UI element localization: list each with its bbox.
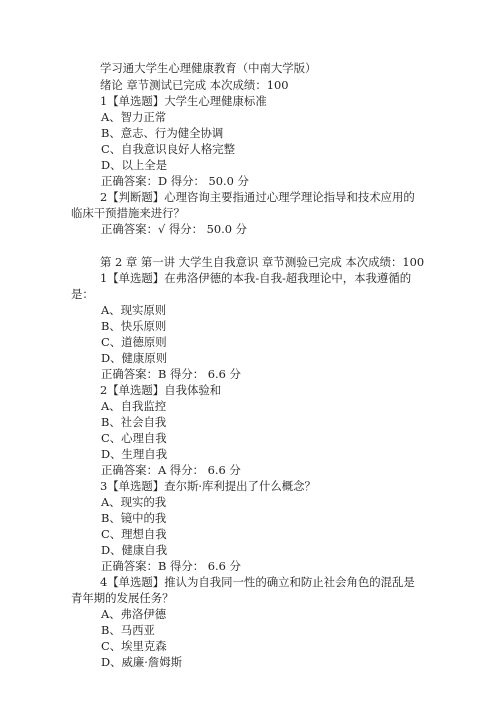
option-c: C、埃里克森: [101, 639, 167, 653]
option-d: D、健康自我: [101, 543, 168, 557]
option-b: B、快乐原则: [101, 319, 167, 333]
option-c: C、道德原则: [101, 335, 167, 349]
option-a: A、现实原则: [101, 303, 167, 317]
option-a: A、现实的我: [101, 495, 167, 509]
option-b: B、社会自我: [101, 415, 167, 429]
section-header-chapter2: 第 2 章 第一讲 大学生自我意识 章节测验已完成 本次成绩：100: [100, 255, 425, 269]
option-a: A、自我监控: [101, 399, 167, 413]
option-a: A、弗洛伊德: [101, 607, 167, 621]
option-d: D、生理自我: [101, 447, 168, 461]
question-stem: 4【单选题】推认为自我同一性的确立和防止社会角色的混乱是: [100, 575, 415, 589]
question-stem: 2【判断题】心理咨询主要指通过心理学理论指导和技术应用的: [100, 190, 415, 204]
option-a: A、智力正常: [101, 110, 167, 124]
option-c: C、自我意识良好人格完整: [101, 142, 236, 156]
question-stem-continued: 临床干预措施来进行？: [71, 206, 185, 220]
option-d: D、以上全是: [101, 158, 168, 172]
question-stem-continued: 青年期的发展任务？: [71, 591, 174, 605]
question-stem: 1【单选题】大学生心理健康标准: [100, 94, 267, 108]
answer-line: 正确答案：D 得分： 50.0 分: [101, 174, 249, 188]
question-stem: 2【单选题】自我体验和: [100, 383, 222, 397]
option-b: B、意志、行为健全协调: [101, 126, 224, 140]
question-stem-continued: 是：: [71, 287, 94, 301]
answer-line: 正确答案：√ 得分： 50.0 分: [101, 222, 247, 236]
question-stem: 3【单选题】查尔斯·库利提出了什么概念？: [100, 479, 316, 493]
answer-line: 正确答案：A 得分： 6.6 分: [101, 463, 241, 477]
option-b: B、马西亚: [101, 623, 155, 637]
question-stem: 1【单选题】在弗洛伊德的本我-自我-超我理论中，本我遵循的: [100, 271, 412, 285]
section-header-intro: 绪论 章节测试已完成 本次成绩：100: [100, 78, 289, 92]
option-c: C、理想自我: [101, 527, 167, 541]
option-b: B、镜中的我: [101, 511, 167, 525]
option-d: D、威廉·詹姆斯: [101, 655, 183, 669]
answer-line: 正确答案：B 得分： 6.6 分: [101, 367, 241, 381]
answer-line: 正确答案：B 得分： 6.6 分: [101, 559, 241, 573]
option-d: D、健康原则: [101, 351, 168, 365]
option-c: C、心理自我: [101, 431, 167, 445]
document-title: 学习通大学生心理健康教育（中南大学版）: [100, 61, 317, 75]
